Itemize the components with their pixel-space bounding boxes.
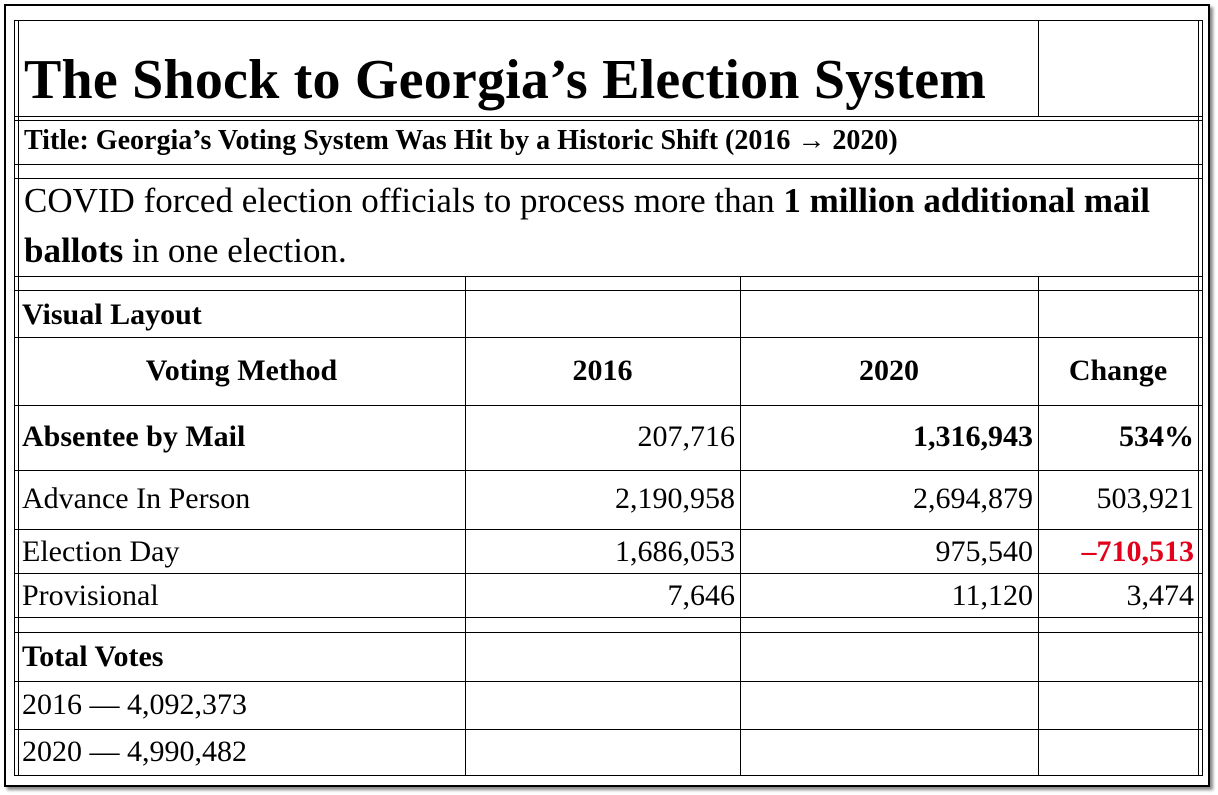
rule: [14, 729, 1202, 730]
total-line-2016: 2016 — 4,092,373: [22, 688, 247, 721]
page-title: The Shock to Georgia’s Election System: [24, 49, 987, 111]
column-header-method: Voting Method: [145, 354, 338, 387]
rule: [740, 276, 741, 776]
rule: [1038, 276, 1039, 776]
rule: [14, 632, 1202, 633]
rule: [14, 775, 1202, 776]
rule: [14, 120, 1202, 121]
rule: [14, 164, 1202, 165]
cell-2020: 11,120: [951, 579, 1033, 612]
cell-change: 503,921: [1096, 482, 1194, 515]
column-header-2020: 2020: [859, 354, 919, 387]
rule: [14, 290, 1202, 291]
rule: [14, 681, 1202, 682]
rule: [14, 617, 1202, 618]
subtitle: Title: Georgia’s Voting System Was Hit by a Historic Shift (2016 → 2020): [24, 125, 898, 156]
rule: [1038, 20, 1039, 116]
intro-text-emphasis: 1 million additional mail ballots: [24, 181, 1150, 270]
column-header-2016: 2016: [572, 354, 633, 387]
cell-2020: 1,316,943: [913, 420, 1033, 453]
rule: [14, 276, 1202, 277]
rule: [14, 116, 1202, 117]
section-heading-visual-layout: Visual Layout: [22, 298, 202, 331]
rule: [18, 20, 19, 776]
row-label: Advance In Person: [22, 482, 251, 515]
cell-change-negative: –710,513: [1081, 535, 1194, 568]
rule: [465, 276, 466, 776]
cell-2020: 2,694,879: [913, 482, 1033, 515]
section-heading-total-votes: Total Votes: [22, 640, 164, 673]
rule: [14, 573, 1202, 574]
row-label: Election Day: [22, 535, 180, 568]
cell-2020: 975,540: [935, 535, 1033, 568]
rule: [14, 337, 1202, 338]
rule: [14, 405, 1202, 406]
cell-2016: 207,716: [637, 420, 735, 453]
cell-change: 3,474: [1126, 579, 1194, 612]
rule: [1202, 20, 1203, 776]
cell-2016: 7,646: [667, 579, 735, 612]
cell-2016: 1,686,053: [615, 535, 735, 568]
cell-change: 534%: [1119, 420, 1194, 453]
row-label: Absentee by Mail: [22, 420, 246, 453]
column-header-change: Change: [1068, 354, 1168, 387]
total-line-2020: 2020 — 4,990,482: [22, 735, 247, 768]
intro-text-start: COVID forced election officials to process more than: [24, 181, 784, 220]
rule: [14, 20, 1202, 21]
row-label: Provisional: [22, 579, 159, 612]
rule: [14, 470, 1202, 471]
intro-text-end: in one election.: [123, 231, 347, 270]
document-frame: [4, 4, 1210, 787]
rule: [14, 20, 15, 776]
rule: [14, 529, 1202, 530]
intro-text: [24, 176, 1199, 276]
rule: [1198, 20, 1199, 776]
cell-2016: 2,190,958: [615, 482, 735, 515]
